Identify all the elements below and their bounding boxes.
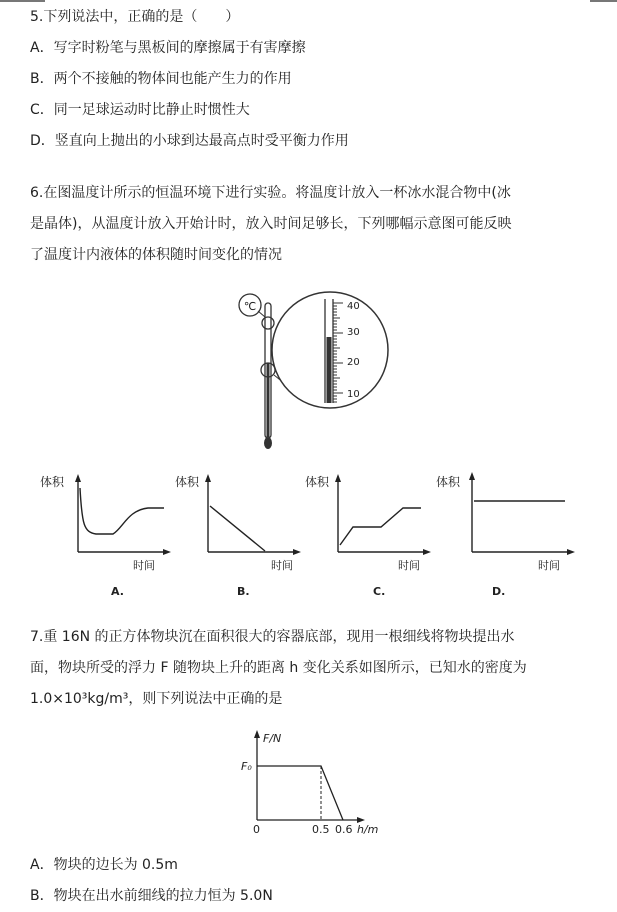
q6-stem-line-1: 6.在图温度计所示的恒温环境下进行实验。将温度计放入一杯冰水混合物中(冰 [30, 185, 511, 201]
buoyancy-graph-f0-label: F₀ [241, 760, 252, 773]
celsius-symbol: ℃ [243, 300, 257, 313]
buoyancy-graph-origin: 0 [253, 823, 260, 836]
graph-b-option-label: B. [237, 585, 250, 598]
buoyancy-graph-x-label: h/m [357, 823, 379, 836]
scale-label-30: 30 [347, 327, 360, 338]
graph-a-curve [80, 488, 164, 534]
thermometer-figure [225, 285, 390, 450]
graph-c-curve [340, 508, 421, 545]
graph-c-option-label: C. [373, 585, 386, 598]
thermometer-liquid [267, 363, 270, 437]
q5-option-d: D．竖直向上抛出的小球到达最高点时受平衡力作用 [30, 133, 349, 149]
q7-stem-line-1: 7.重 16N 的正方体物块沉在面积很大的容器底部，现用一根细线将物块提出水 [30, 629, 515, 645]
q6-stem-line-3: 了温度计内液体的体积随时间变化的情况 [30, 247, 282, 263]
graph-a-option-label: A. [111, 585, 124, 598]
q5-stem: 5.下列说法中，正确的是（ ） [30, 9, 240, 25]
q5-option-a: A．写字时粉笔与黑板间的摩擦属于有害摩擦 [30, 40, 306, 56]
q7-option-a: A．物块的边长为 0.5m [30, 857, 178, 873]
graph-d-option-label: D. [492, 585, 506, 598]
top-border-left [0, 0, 45, 2]
buoyancy-graph-tick-0-5: 0.5 [312, 823, 330, 836]
q7-stem-line-2: 面，物块所受的浮力 F 随物块上升的距离 h 变化关系如图所示，已知水的密度为 [30, 660, 527, 676]
scale-label-20: 20 [347, 357, 360, 368]
q6-stem-line-2: 是晶体)，从温度计放入开始计时，放入时间足够长，下列哪幅示意图可能反映 [30, 216, 512, 232]
graph-c-x-label: 时间 [398, 559, 420, 572]
graph-b [173, 470, 308, 600]
q5-option-c: C．同一足球运动时比静止时惯性大 [30, 102, 250, 118]
top-border-right [590, 0, 617, 2]
buoyancy-graph-y-label: F/N [263, 732, 282, 745]
graph-b-y-label: 体积 [175, 475, 200, 489]
graph-a [38, 470, 173, 600]
graph-c-y-label: 体积 [305, 475, 330, 489]
graph-d-y-label: 体积 [436, 475, 461, 489]
thermometer-bulb [264, 437, 272, 449]
graph-a-x-label: 时间 [133, 559, 155, 572]
scale-label-10: 10 [347, 389, 360, 400]
q7-option-b: B．物块在出水前细线的拉力恒为 5.0N [30, 888, 273, 904]
graph-b-x-label: 时间 [271, 559, 293, 572]
buoyancy-graph [235, 725, 395, 840]
q7-stem-line-3: 1.0×10³kg/m³，则下列说法中正确的是 [30, 691, 283, 707]
graph-d [430, 470, 580, 600]
q5-option-b: B．两个不接触的物体间也能产生力的作用 [30, 71, 292, 87]
buoyancy-graph-curve [257, 766, 343, 820]
magnified-liquid [327, 337, 332, 403]
buoyancy-graph-tick-0-6: 0.6 [335, 823, 353, 836]
scale-label-40: 40 [347, 301, 360, 312]
graph-c [303, 470, 438, 600]
graph-d-x-label: 时间 [538, 559, 560, 572]
graph-a-y-label: 体积 [40, 475, 65, 489]
graph-b-curve [210, 506, 265, 551]
